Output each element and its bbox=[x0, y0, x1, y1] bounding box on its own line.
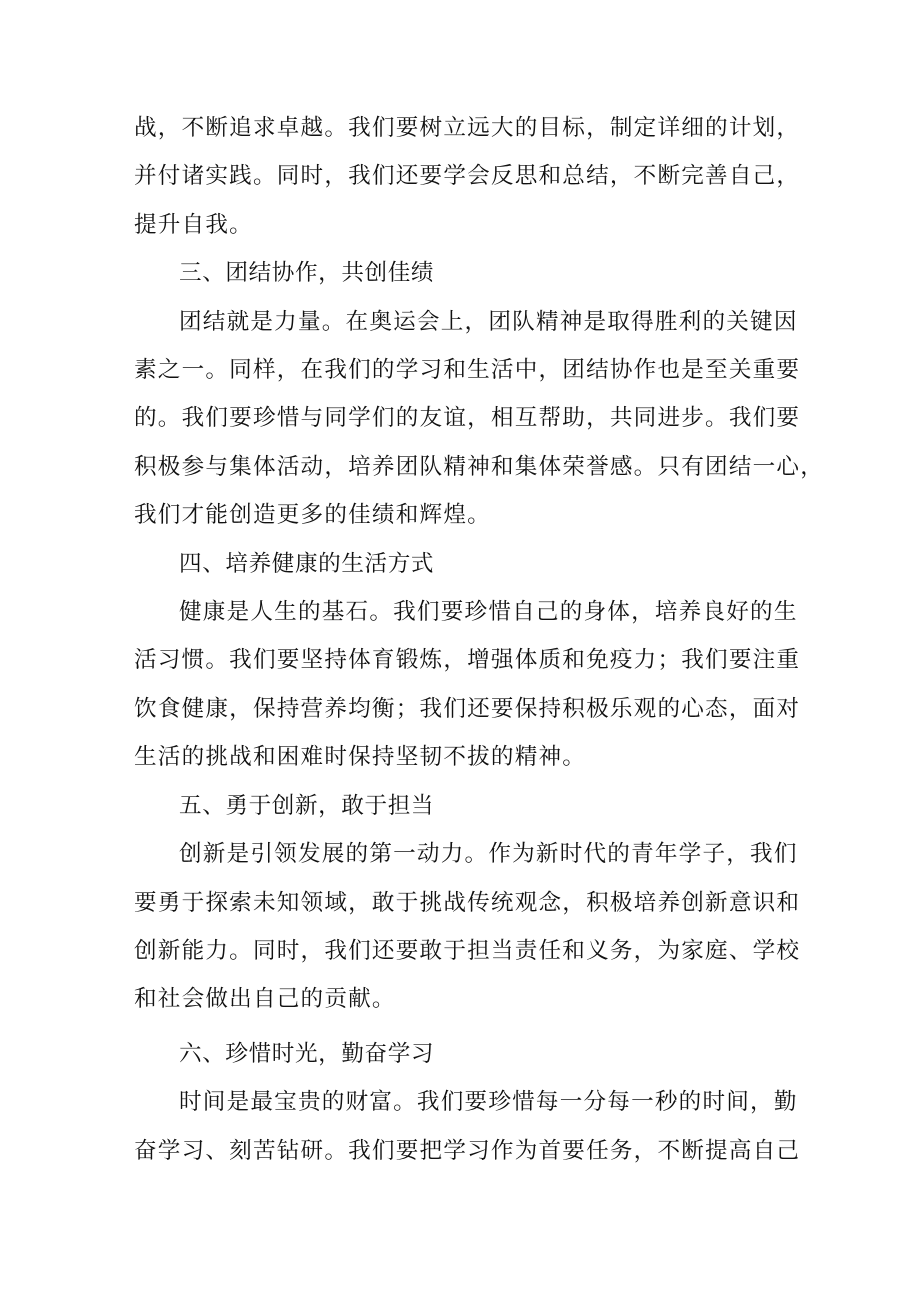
text-line: 时间是最宝贵的财富。我们要珍惜每一分每一秒的时间，勤 bbox=[179, 1089, 798, 1116]
paragraph-continued bbox=[134, 104, 801, 249]
text-line: 团结就是力量。在奥运会上，团队精神是取得胜利的关键因 bbox=[179, 308, 798, 335]
text-line: 创新能力。同时，我们还要敢于担当责任和义务，为家庭、学校 bbox=[134, 937, 801, 964]
paragraph-time bbox=[134, 1078, 801, 1175]
text-line: 提升自我。 bbox=[134, 211, 253, 238]
text-line: 奋学习、刻苦钻研。我们要把学习作为首要任务，不断提高自己 bbox=[134, 1137, 801, 1164]
text-line: 并付诸实践。同时，我们还要学会反思和总结，不断完善自己， bbox=[134, 163, 801, 190]
text-line: 积极参与集体活动，培养团队精神和集体荣誉感。只有团结一心， bbox=[134, 453, 825, 480]
text-line: 创新是引领发展的第一动力。作为新时代的青年学子，我们 bbox=[179, 841, 798, 868]
section-heading-4: 四、培养健康的生活方式 bbox=[179, 550, 435, 577]
text-line: 我们才能创造更多的佳绩和辉煌。 bbox=[134, 502, 491, 529]
text-line: 的。我们要珍惜与同学们的友谊，相互帮助，共同进步。我们要 bbox=[134, 405, 801, 432]
paragraph-teamwork bbox=[134, 298, 825, 540]
text-line: 生活的挑战和困难时保持坚韧不拔的精神。 bbox=[134, 744, 587, 771]
text-line: 和社会做出自己的贡献。 bbox=[134, 986, 396, 1013]
text-line: 战，不断追求卓越。我们要树立远大的目标，制定详细的计划， bbox=[134, 115, 801, 141]
text-line: 素之一。同样，在我们的学习和生活中，团结协作也是至关重要 bbox=[134, 357, 801, 384]
text-line: 饮食健康，保持营养均衡；我们还要保持积极乐观的心态，面对 bbox=[134, 695, 801, 722]
text-line: 健康是人生的基石。我们要珍惜自己的身体，培养良好的生 bbox=[179, 599, 798, 626]
section-heading-3: 三、团结协作，共创佳绩 bbox=[179, 260, 435, 287]
text-line: 活习惯。我们要坚持体育锻炼，增强体质和免疫力；我们要注重 bbox=[134, 647, 801, 674]
section-heading-6: 六、珍惜时光，勤奋学习 bbox=[179, 1040, 435, 1067]
section-heading-5: 五、勇于创新，敢于担当 bbox=[179, 792, 435, 819]
paragraph-innovation bbox=[134, 830, 801, 1024]
text-line: 要勇于探索未知领域，敢于挑战传统观念，积极培养创新意识和 bbox=[134, 889, 801, 916]
paragraph-health bbox=[134, 588, 801, 782]
